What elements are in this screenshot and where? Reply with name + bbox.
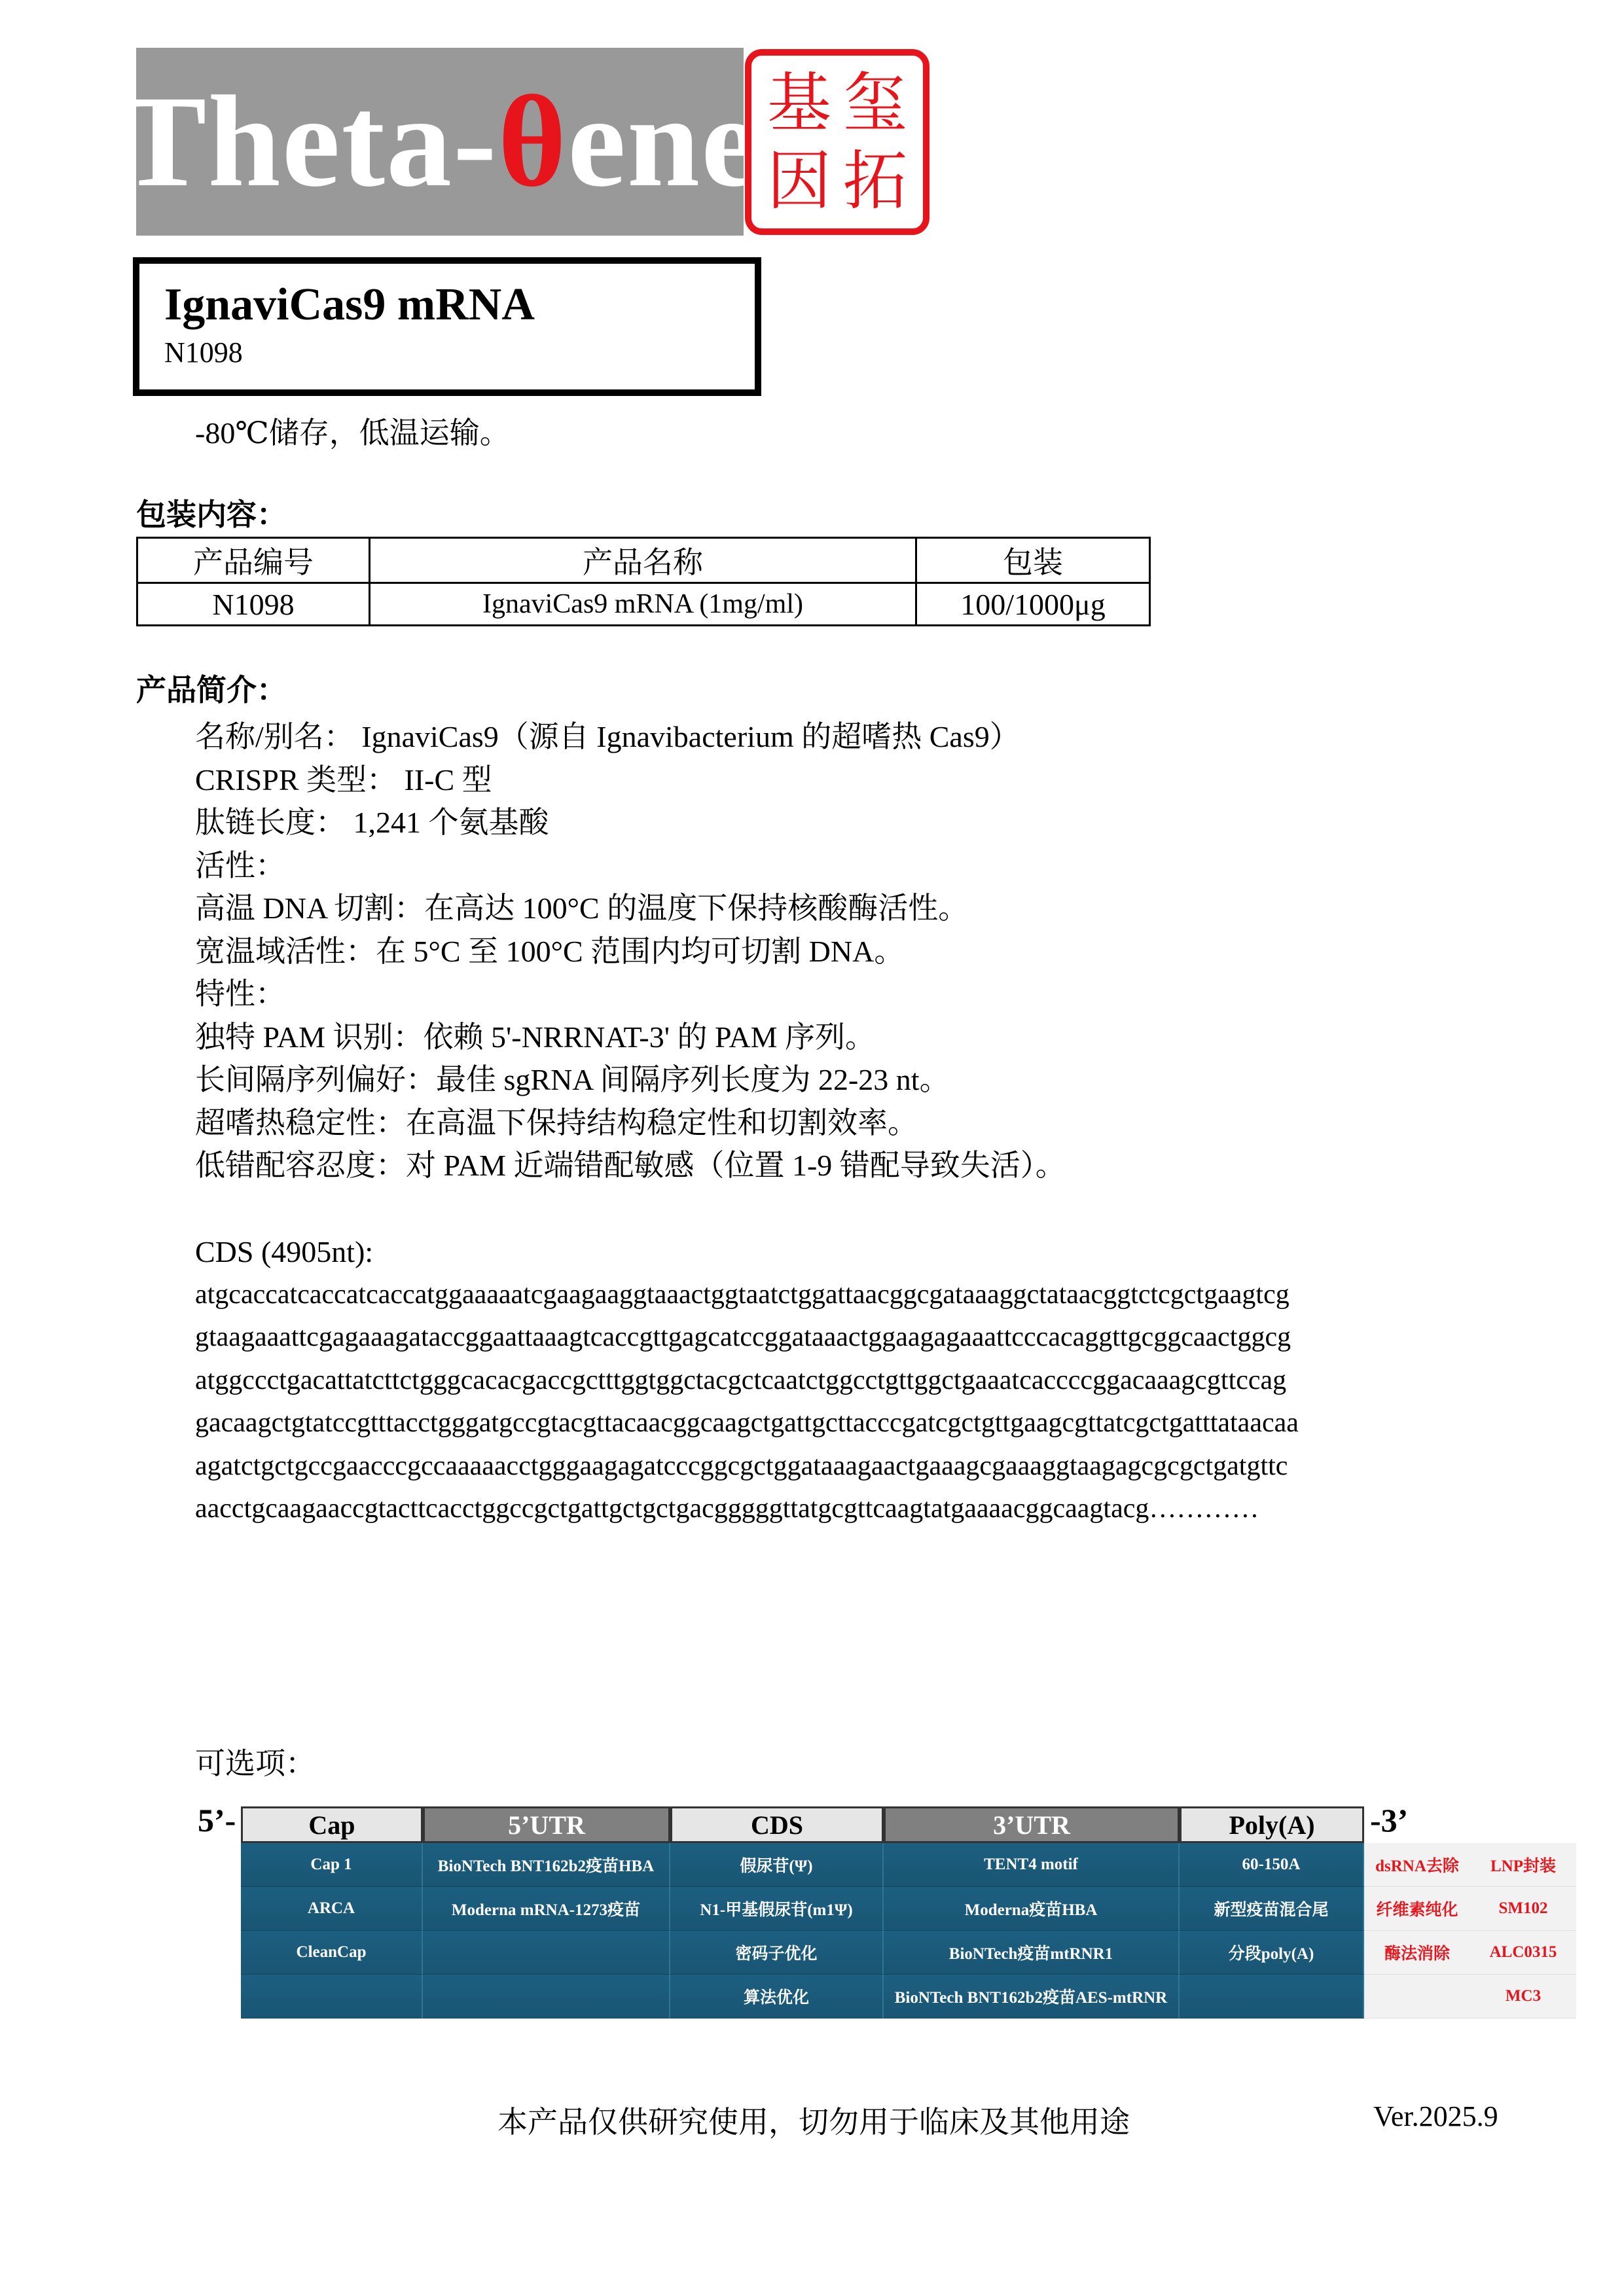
three-prime-label: -3’ [1370, 1802, 1409, 1839]
seal-char: 玺 [842, 65, 907, 141]
options-header-cds: CDS [670, 1806, 884, 1843]
package-cell-pack: 100/1000μg [916, 583, 1150, 626]
cds-sequence-line: atgcaccatcaccatcaccatggaaaaatcgaagaaggtaaactggtaatctggattaacggcgataaaggctataacggtctcgctgaagtcg [195, 1279, 1290, 1310]
option-5utr: BioNTech BNT162b2疫苗HBA [423, 1843, 670, 1887]
five-prime-label: 5’- [198, 1802, 236, 1839]
options-title: 可选项： [195, 1747, 316, 1780]
cds-sequence-line: atggccctgacattatcttctgggcacacgaccgctttggtggctacgctcaatctggcctgttggctgaaatcaccccggacaaagcgttccag [195, 1365, 1287, 1395]
option-5utr [423, 1931, 670, 1975]
package-cell-name: IgnaviCas9 mRNA (1mg/ml) [370, 583, 916, 626]
footer-version: Ver.2025.9 [1373, 2100, 1498, 2132]
option-purification: 酶法消除 [1364, 1931, 1470, 1975]
intro-line: 低错配容忍度：对 PAM 近端错配敏感（位置 1-9 错配导致失活）。 [195, 1149, 1066, 1182]
package-header-pack: 包装 [916, 538, 1150, 583]
option-polya [1180, 1975, 1364, 2018]
intro-line: 活性： [195, 848, 285, 882]
cds-sequence-line: gacaagctgtatccgtttacctgggatgccgtacgttacaacggcaagctgattgcttacccgatcgctgttgaagcgttatcgctgatttataacaa [195, 1408, 1299, 1438]
intro-line: 长间隔序列偏好：最佳 sgRNA 间隔序列长度为 22-23 nt。 [195, 1063, 950, 1096]
option-cap: ARCA [241, 1887, 423, 1931]
logo-suffix: ene [568, 69, 761, 214]
intro-section-title: 产品简介： [136, 673, 287, 707]
package-header-code: 产品编号 [137, 538, 370, 583]
option-purification: 纤维素纯化 [1364, 1887, 1470, 1931]
option-5utr: Moderna mRNA-1273疫苗 [423, 1887, 670, 1931]
intro-line: CRISPR 类型： II-C 型 [195, 762, 492, 797]
option-3utr: TENT4 motif [884, 1843, 1180, 1887]
option-polya: 60-150A [1180, 1843, 1364, 1887]
option-lnp: SM102 [1470, 1887, 1576, 1931]
table-row [241, 1887, 1576, 1931]
intro-list [195, 715, 1066, 1187]
option-polya: 分段poly(A) [1180, 1931, 1364, 1975]
intro-line: 宽温域活性：在 5°C 至 100°C 范围内均可切割 DNA。 [195, 934, 905, 968]
option-5utr [423, 1975, 670, 2018]
option-cds: N1-甲基假尿苷(m1Ψ) [670, 1887, 884, 1931]
logo-banner [119, 48, 761, 236]
table-row [241, 1931, 1576, 1975]
intro-line: 超嗜热稳定性：在高温下保持结构稳定性和切割效率。 [195, 1105, 918, 1139]
option-3utr: Moderna疫苗HBA [884, 1887, 1180, 1931]
option-cds: 算法优化 [670, 1975, 884, 2018]
seal-char: 拓 [842, 143, 907, 219]
package-cell-code: N1098 [137, 583, 370, 626]
options-header-3utr: 3’UTR [884, 1806, 1180, 1843]
cds-block [195, 1230, 1299, 1531]
product-name: IgnaviCas9 mRNA [164, 279, 535, 330]
logo-seal [745, 49, 929, 235]
logo-theta: θ [497, 69, 568, 214]
product-code: N1098 [164, 336, 243, 368]
options-header-polya: Poly(A) [1180, 1806, 1364, 1843]
option-cds: 密码子优化 [670, 1931, 884, 1975]
logo-text [119, 69, 761, 214]
package-table-header [137, 538, 1150, 583]
option-purification: dsRNA去除 [1364, 1843, 1470, 1887]
cds-sequence-line: aacctgcaagaaccgtacttcacctggccgctgattgctgctgacgggggttatgcgttcaagtatgaaaacggcaagtacg………… [195, 1494, 1259, 1524]
option-cap [241, 1975, 423, 2018]
package-section-title: 包装内容： [136, 498, 287, 531]
intro-line: 名称/别名： IgnaviCas9（源自 Ignavibacterium 的超嗜热 Cas9） [195, 720, 1020, 753]
table-row [241, 1975, 1576, 2018]
option-cap: Cap 1 [241, 1843, 423, 1887]
option-cds: 假尿苷(Ψ) [670, 1843, 884, 1887]
options-header-row [241, 1806, 1576, 1843]
table-row [137, 583, 1150, 626]
option-lnp: ALC0315 [1470, 1931, 1576, 1975]
options-table [241, 1806, 1576, 2018]
seal-char: 基 [767, 65, 831, 141]
intro-line: 特性： [195, 977, 285, 1011]
cds-sequence-line: gtaagaaattcgagaaagataccggaattaaagtcaccgttgagcatccggataaactggaagagaaattcccacaggttgcggcaactggcg [195, 1322, 1291, 1352]
product-title-box [133, 257, 761, 396]
seal-char: 因 [767, 143, 831, 219]
option-purification [1364, 1975, 1470, 2018]
package-table [136, 537, 1151, 626]
option-lnp: LNP封装 [1470, 1843, 1576, 1887]
option-polya: 新型疫苗混合尾 [1180, 1887, 1364, 1931]
option-3utr: BioNTech疫苗mtRNR1 [884, 1931, 1180, 1975]
option-lnp: MC3 [1470, 1975, 1576, 2018]
intro-line: 高温 DNA 切割：在高达 100°C 的温度下保持核酸酶活性。 [195, 891, 969, 925]
intro-line: 肽链长度： 1,241 个氨基酸 [195, 806, 549, 839]
options-header-5utr: 5’UTR [423, 1806, 670, 1843]
option-cap: CleanCap [241, 1931, 423, 1975]
table-row [241, 1843, 1576, 1887]
option-3utr: BioNTech BNT162b2疫苗AES-mtRNR [884, 1975, 1180, 2018]
options-header-cap: Cap [241, 1806, 423, 1843]
storage-note: -80℃储存，低温运输。 [195, 416, 510, 450]
cds-title: CDS (4905nt): [195, 1235, 374, 1268]
logo-prefix: Theta- [119, 69, 498, 214]
package-header-name: 产品名称 [370, 538, 916, 583]
footer-disclaimer: 本产品仅供研究使用，切勿用于临床及其他用途 [497, 2106, 1130, 2139]
intro-line: 独特 PAM 识别：依赖 5'-NRRNAT-3' 的 PAM 序列。 [195, 1020, 875, 1054]
cds-sequence-line: agatctgctgccgaacccgccaaaaacctgggaagagatcccggcgctggataaagaactgaaagcgaaaggtaagagcgcgctgatgttc [195, 1450, 1288, 1481]
